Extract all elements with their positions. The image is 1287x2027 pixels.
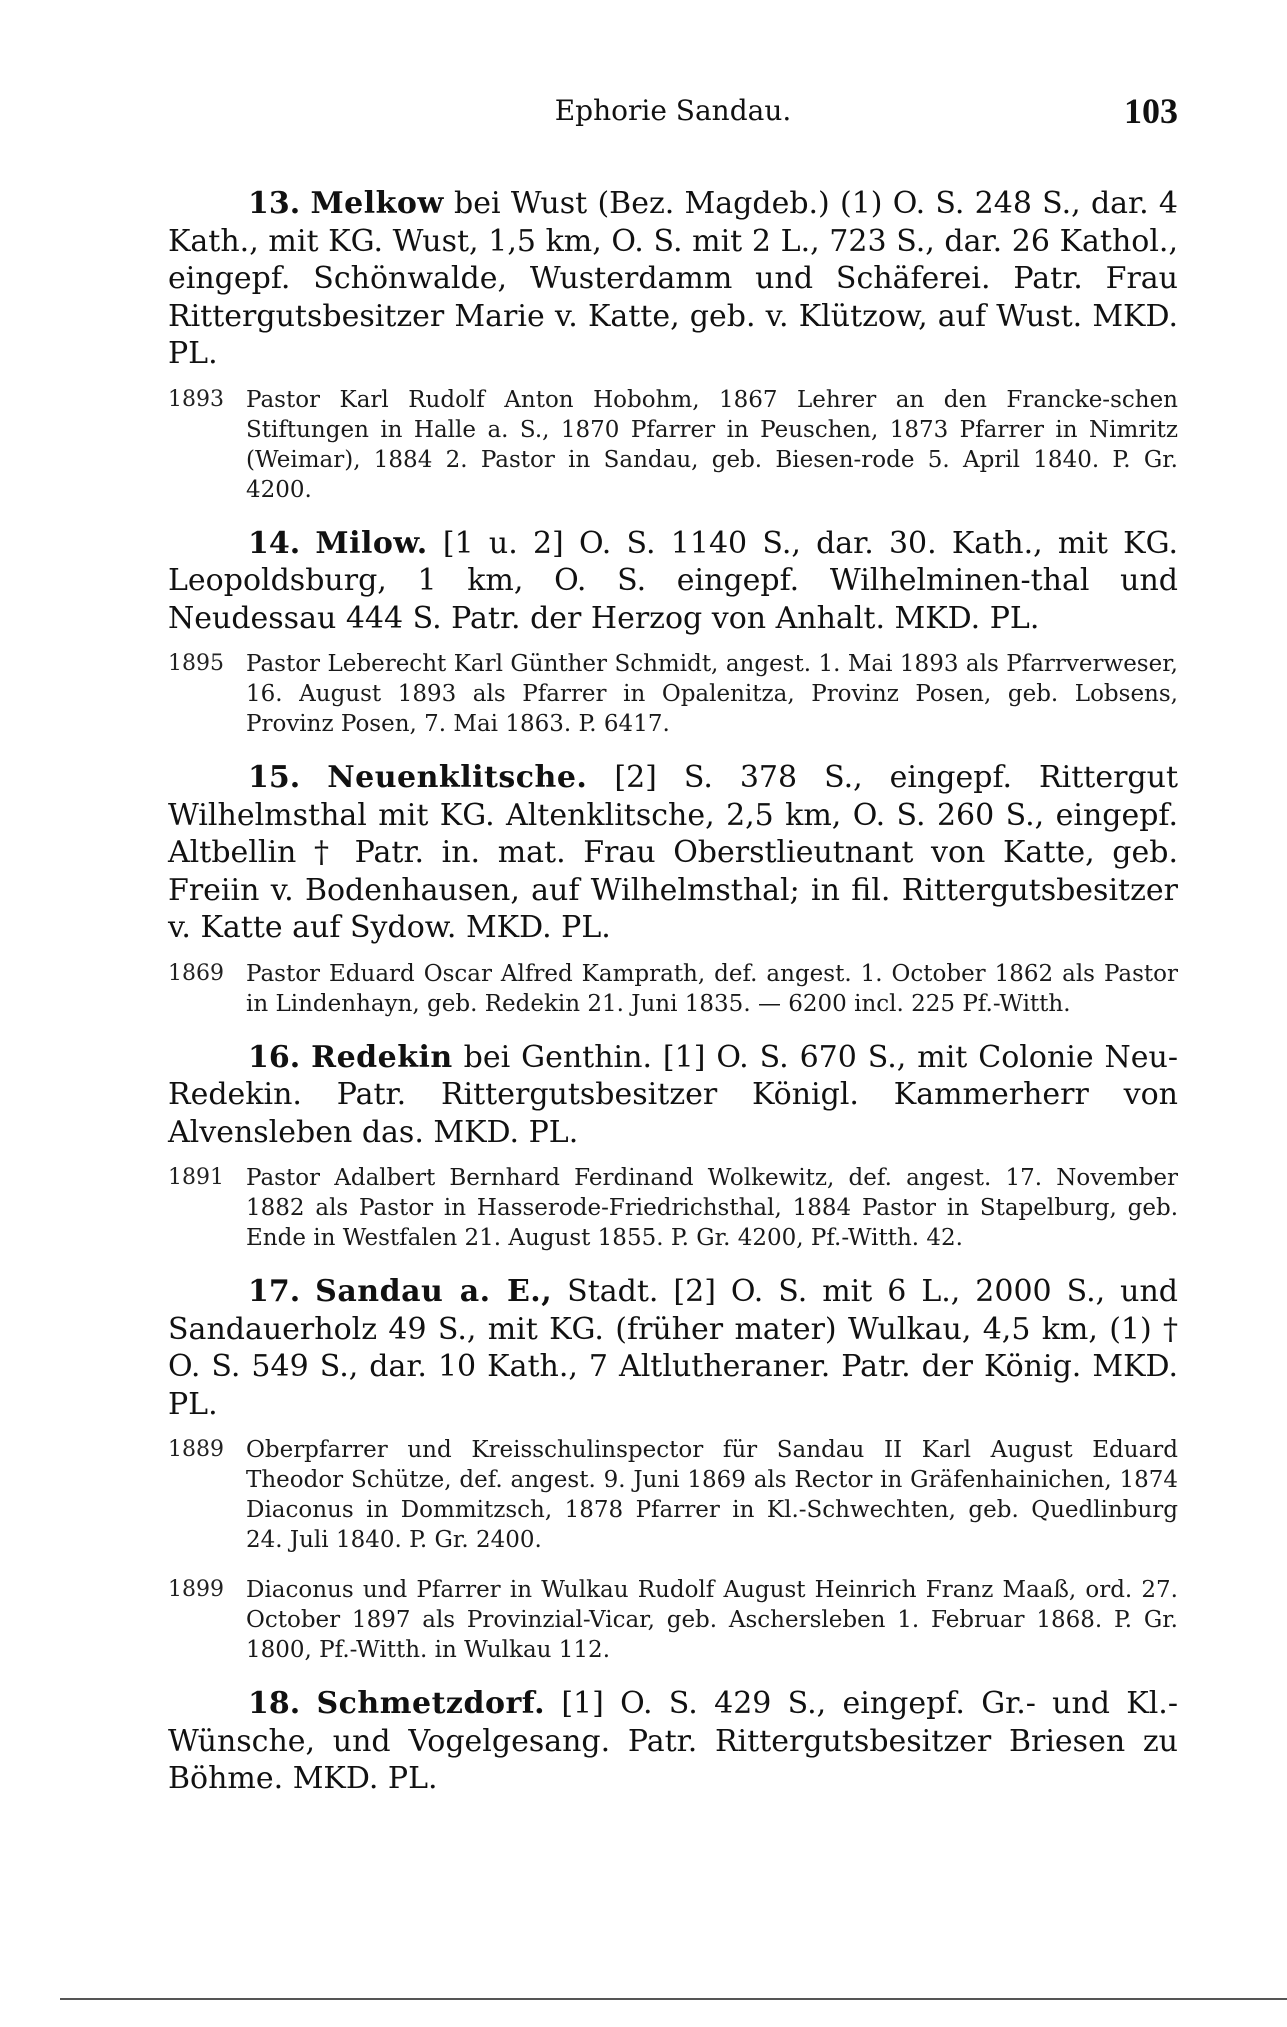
entry-name: Schmetzdorf. bbox=[316, 1686, 546, 1721]
pastor-record bbox=[168, 959, 1178, 1019]
parish-entry bbox=[168, 525, 1178, 740]
page-number: 103 bbox=[1124, 91, 1178, 131]
parish-entry bbox=[168, 1039, 1178, 1254]
entry-name: Neuenklitsche. bbox=[327, 760, 588, 795]
entry-paragraph bbox=[168, 185, 1178, 373]
entry-name: Redekin bbox=[311, 1039, 453, 1075]
pastor-year: 1893 bbox=[168, 386, 224, 412]
entry-name: Melkow bbox=[310, 186, 444, 221]
entry-description: [2] S. 378 S., eingepf. Rittergut Wilhelmsthal mit KG. Altenklitsche, 2,5 km, O. S. 260 S., eingepf. Altbellin † Patr. in. mat. Frau Oberstlieutnant von Katte, geb. Freiin v. Bodenhausen, auf Wilhelmsthal; in fil. Rittergutsbesitzer v. Katte auf Sydow. MKD. PL. bbox=[168, 760, 1178, 945]
pastor-year: 1895 bbox=[168, 651, 224, 676]
running-title: Ephorie Sandau. bbox=[554, 94, 792, 127]
page-header bbox=[168, 90, 1178, 140]
entry-description: bei Genthin. [1] O. S. 670 S., mit Colonie Neu-Redekin. Patr. Rittergutsbesitzer Königl. Kammerherr von Alvensleben das. MKD. PL. bbox=[168, 1039, 1178, 1150]
entry-number: 14. bbox=[248, 525, 301, 561]
entry-name: Sandau a. E., bbox=[315, 1274, 553, 1309]
pastor-text: Pastor Karl Rudolf Anton Hobohm, 1867 Lehrer an den Francke-schen Stiftungen in Halle a. S., 1870 Pfarrer in Peuschen, 1873 Pfarrer in Nimritz (Weimar), 1884 2. Pastor in Sandau, geb. Biesen-rode 5. April 1840. P. Gr. 4200. bbox=[246, 386, 1178, 503]
pastor-record bbox=[168, 1575, 1178, 1665]
entry-paragraph bbox=[168, 1039, 1178, 1152]
entry-number: 17. bbox=[248, 1274, 301, 1309]
page-body bbox=[168, 185, 1178, 1808]
entry-paragraph bbox=[168, 1273, 1178, 1423]
entry-paragraph bbox=[168, 1685, 1178, 1798]
parish-entry bbox=[168, 185, 1178, 505]
entry-description: bei Wust (Bez. Magdeb.) (1) O. S. 248 S., dar. 4 Kath., mit KG. Wust, 1,5 km, O. S. mit 2 L., 723 S., dar. 26 Kathol., eingepf. Schönwalde, Wusterdamm und Schäferei. Patr. Frau Rittergutsbesitzer Marie v. Katte, geb. v. Klützow, auf Wust. MKD. PL. bbox=[168, 186, 1178, 371]
pastor-text: Pastor Leberecht Karl Günther Schmidt, angest. 1. Mai 1893 als Pfarrverweser, 16. August 1893 als Pfarrer in Opalenitza, Provinz Posen, geb. Lobsens, Provinz Posen, 7. Mai 1863. P. 6417. bbox=[246, 651, 1178, 737]
entry-description: [1] O. S. 429 S., eingepf. Gr.- und Kl.-Wünsche, und Vogelgesang. Patr. Rittergutsbesitzer Briesen zu Böhme. MKD. PL. bbox=[168, 1686, 1178, 1796]
entry-paragraph bbox=[168, 759, 1178, 947]
pastor-record bbox=[168, 385, 1178, 505]
pastor-record bbox=[168, 1435, 1178, 1555]
parish-entry bbox=[168, 759, 1178, 1019]
entry-number: 15. bbox=[248, 760, 301, 795]
parish-entry bbox=[168, 1685, 1178, 1798]
pastor-year: 1889 bbox=[168, 1437, 224, 1462]
entry-name: Milow. bbox=[315, 525, 428, 561]
pastor-text: Pastor Eduard Oscar Alfred Kamprath, def. angest. 1. October 1862 als Pastor in Lindenhayn, geb. Redekin 21. Juni 1835. — 6200 incl. 225 Pf.-Witth. bbox=[246, 960, 1178, 1017]
entry-description: [1 u. 2] O. S. 1140 S., dar. 30. Kath., mit KG. Leopoldsburg, 1 km, O. S. eingepf. Wilhelminen-thal und Neudessau 444 S. Patr. der Herzog von Anhalt. MKD. PL. bbox=[168, 525, 1178, 636]
pastor-record bbox=[168, 649, 1178, 739]
pastor-text: Pastor Adalbert Bernhard Ferdinand Wolkewitz, def. angest. 17. November 1882 als Pastor in Hasserode-Friedrichsthal, 1884 Pastor in Stapelburg, geb. Ende in Westfalen 21. August 1855. P. Gr. 4200, Pf.-Witth. 42. bbox=[246, 1165, 1178, 1251]
pastor-year: 1869 bbox=[168, 960, 224, 986]
pastor-year: 1899 bbox=[168, 1577, 224, 1602]
entry-number: 13. bbox=[248, 186, 301, 221]
page-edge-rule bbox=[60, 1998, 1287, 2000]
entry-number: 18. bbox=[248, 1686, 301, 1721]
entry-number: 16. bbox=[248, 1039, 301, 1075]
pastor-text: Diaconus und Pfarrer in Wulkau Rudolf August Heinrich Franz Maaß, ord. 27. October 1897 als Provinzial-Vicar, geb. Aschersleben 1. Februar 1868. P. Gr. 1800, Pf.-Witth. in Wulkau 112. bbox=[246, 1577, 1178, 1663]
pastor-text: Oberpfarrer und Kreisschulinspector für Sandau II Karl August Eduard Theodor Schütze, def. angest. 9. Juni 1869 als Rector in Gräfenhainichen, 1874 Diaconus in Dommitzsch, 1878 Pfarrer in Kl.-Schwechten, geb. Quedlinburg 24. Juli 1840. P. Gr. 2400. bbox=[246, 1437, 1178, 1553]
entry-description: Stadt. [2] O. S. mit 6 L., 2000 S., und Sandauerholz 49 S., mit KG. (früher mater) Wulkau, 4,5 km, (1) † O. S. 549 S., dar. 10 Kath., 7 Altlutheraner. Patr. der König. MKD. PL. bbox=[168, 1274, 1178, 1422]
pastor-record bbox=[168, 1163, 1178, 1253]
entry-paragraph bbox=[168, 525, 1178, 638]
parish-entry bbox=[168, 1273, 1178, 1665]
pastor-year: 1891 bbox=[168, 1165, 224, 1190]
